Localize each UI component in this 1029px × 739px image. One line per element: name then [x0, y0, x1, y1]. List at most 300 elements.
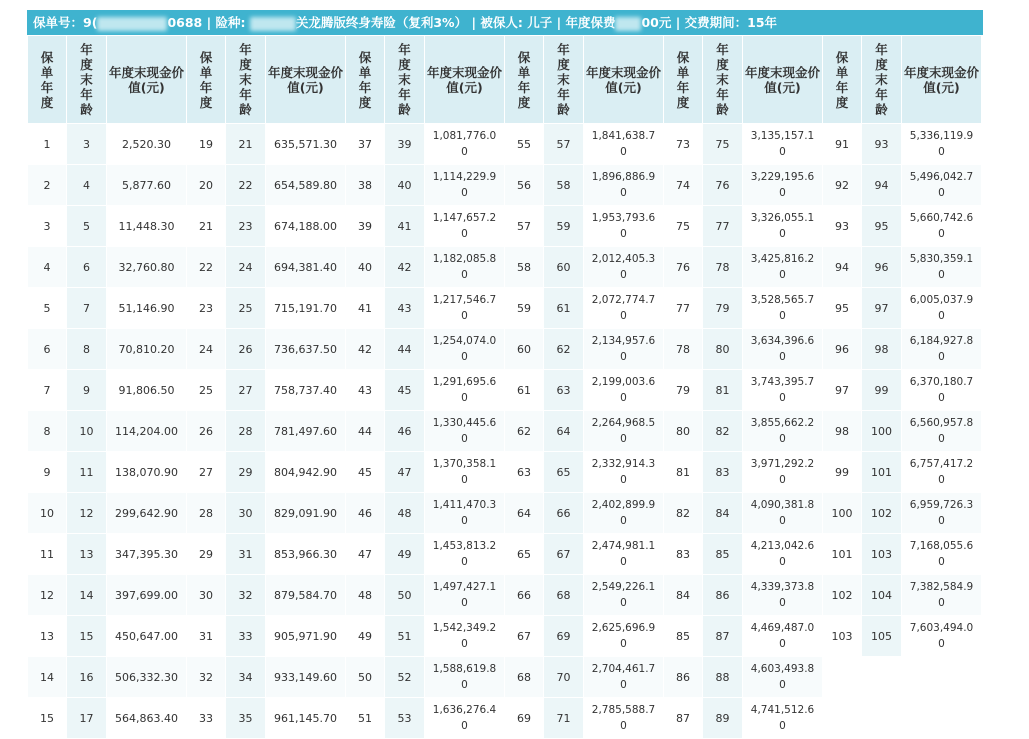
policy-year-cell: 87 [664, 698, 703, 739]
policy-year-cell: 22 [187, 247, 226, 288]
cash-value-cell: 715,191.70 [266, 288, 346, 329]
redacted-policy-number [97, 17, 167, 31]
policy-year-cell: 6 [28, 329, 67, 370]
cash-value-cell: 1,147,657.20 [425, 206, 505, 247]
policy-year-cell: 21 [187, 206, 226, 247]
policy-number-label: 保单号： [33, 15, 84, 30]
age-cell: 75 [703, 124, 743, 165]
age-cell: 65 [544, 452, 584, 493]
cash-value-cell: 1,953,793.60 [584, 206, 664, 247]
cash-value-cell: 70,810.20 [107, 329, 187, 370]
age-cell: 68 [544, 575, 584, 616]
age-cell: 23 [226, 206, 266, 247]
policy-year-cell: 62 [505, 411, 544, 452]
cash-value-cell: 6,370,180.70 [902, 370, 982, 411]
cash-value-table [27, 35, 982, 739]
age-cell: 29 [226, 452, 266, 493]
cash-value-cell: 450,647.00 [107, 616, 187, 657]
policy-year-cell: 81 [664, 452, 703, 493]
age-cell: 15 [67, 616, 107, 657]
policy-year-cell: 29 [187, 534, 226, 575]
cash-value-cell: 51,146.90 [107, 288, 187, 329]
policy-year-cell: 79 [664, 370, 703, 411]
policy-year-cell: 63 [505, 452, 544, 493]
policy-year-cell: 76 [664, 247, 703, 288]
cash-value-cell: 3,229,195.60 [743, 165, 823, 206]
header-age: 年度末年龄 [862, 36, 902, 124]
policy-year-cell: 44 [346, 411, 385, 452]
age-cell: 25 [226, 288, 266, 329]
cash-value-cell: 5,830,359.10 [902, 247, 982, 288]
cash-value-cell: 694,381.40 [266, 247, 346, 288]
policy-year-cell: 68 [505, 657, 544, 698]
age-cell: 80 [703, 329, 743, 370]
cash-value-cell [902, 698, 982, 739]
cash-value-cell: 1,291,695.60 [425, 370, 505, 411]
cash-value-cell: 853,966.30 [266, 534, 346, 575]
age-cell: 39 [385, 124, 425, 165]
age-cell: 32 [226, 575, 266, 616]
policy-year-cell: 12 [28, 575, 67, 616]
header-age: 年度末年龄 [67, 36, 107, 124]
cash-value-cell: 91,806.50 [107, 370, 187, 411]
age-cell: 61 [544, 288, 584, 329]
age-cell: 53 [385, 698, 425, 739]
payment-period: | 交费期间：15年 [671, 15, 778, 30]
policy-number-prefix: 9( [83, 15, 98, 30]
age-cell: 88 [703, 657, 743, 698]
policy-year-cell: 4 [28, 247, 67, 288]
table-row [28, 124, 982, 165]
policy-year-cell: 47 [346, 534, 385, 575]
header-cash-value: 年度末现金价值(元) [266, 36, 346, 124]
header-age: 年度末年龄 [703, 36, 743, 124]
policy-info-bar [27, 10, 983, 35]
policy-year-cell: 75 [664, 206, 703, 247]
policy-year-cell: 37 [346, 124, 385, 165]
age-cell: 86 [703, 575, 743, 616]
age-cell: 93 [862, 124, 902, 165]
policy-year-cell: 33 [187, 698, 226, 739]
cash-value-cell: 4,339,373.80 [743, 575, 823, 616]
cash-value-cell: 7,168,055.60 [902, 534, 982, 575]
age-cell: 14 [67, 575, 107, 616]
table-row [28, 698, 982, 739]
age-cell: 8 [67, 329, 107, 370]
cash-value-cell: 3,425,816.20 [743, 247, 823, 288]
age-cell: 16 [67, 657, 107, 698]
cash-value-cell: 2,012,405.30 [584, 247, 664, 288]
age-cell: 46 [385, 411, 425, 452]
policy-year-cell: 95 [823, 288, 862, 329]
age-cell: 40 [385, 165, 425, 206]
cash-value-cell: 829,091.90 [266, 493, 346, 534]
policy-year-cell: 20 [187, 165, 226, 206]
header-policy-year: 保单年度 [346, 36, 385, 124]
age-cell: 63 [544, 370, 584, 411]
table-row [28, 329, 982, 370]
policy-year-cell: 5 [28, 288, 67, 329]
cash-value-cell: 3,971,292.20 [743, 452, 823, 493]
policy-year-cell: 3 [28, 206, 67, 247]
policy-year-cell: 11 [28, 534, 67, 575]
cash-value-cell: 2,625,696.90 [584, 616, 664, 657]
header-policy-year: 保单年度 [187, 36, 226, 124]
header-cash-value: 年度末现金价值(元) [425, 36, 505, 124]
policy-year-cell: 42 [346, 329, 385, 370]
age-cell: 17 [67, 698, 107, 739]
age-cell: 26 [226, 329, 266, 370]
policy-year-cell: 59 [505, 288, 544, 329]
age-cell: 27 [226, 370, 266, 411]
age-cell: 24 [226, 247, 266, 288]
age-cell: 44 [385, 329, 425, 370]
cash-value-cell: 1,217,546.70 [425, 288, 505, 329]
policy-number-suffix: 0688 [167, 15, 203, 30]
cash-value-cell: 1,588,619.80 [425, 657, 505, 698]
age-cell: 76 [703, 165, 743, 206]
age-cell: 52 [385, 657, 425, 698]
policy-year-cell: 82 [664, 493, 703, 534]
age-cell: 28 [226, 411, 266, 452]
age-cell: 43 [385, 288, 425, 329]
cash-value-cell: 4,603,493.80 [743, 657, 823, 698]
policy-year-cell: 84 [664, 575, 703, 616]
age-cell: 82 [703, 411, 743, 452]
policy-year-cell: 66 [505, 575, 544, 616]
cash-value-cell: 1,081,776.00 [425, 124, 505, 165]
policy-year-cell: 49 [346, 616, 385, 657]
age-cell: 94 [862, 165, 902, 206]
policy-year-cell: 92 [823, 165, 862, 206]
age-cell: 89 [703, 698, 743, 739]
cash-value-cell: 2,402,899.90 [584, 493, 664, 534]
cash-value-cell: 1,841,638.70 [584, 124, 664, 165]
policy-year-cell: 99 [823, 452, 862, 493]
policy-year-cell: 74 [664, 165, 703, 206]
policy-year-cell: 40 [346, 247, 385, 288]
table-row [28, 657, 982, 698]
age-cell: 45 [385, 370, 425, 411]
policy-year-cell: 1 [28, 124, 67, 165]
policy-year-cell: 96 [823, 329, 862, 370]
age-cell: 83 [703, 452, 743, 493]
policy-year-cell: 27 [187, 452, 226, 493]
age-cell: 69 [544, 616, 584, 657]
header-policy-year: 保单年度 [505, 36, 544, 124]
age-cell: 7 [67, 288, 107, 329]
age-cell: 6 [67, 247, 107, 288]
cash-value-cell: 11,448.30 [107, 206, 187, 247]
age-cell: 98 [862, 329, 902, 370]
cash-value-cell: 804,942.90 [266, 452, 346, 493]
age-cell: 3 [67, 124, 107, 165]
cash-value-cell: 736,637.50 [266, 329, 346, 370]
age-cell: 100 [862, 411, 902, 452]
policy-year-cell: 25 [187, 370, 226, 411]
age-cell: 30 [226, 493, 266, 534]
policy-year-cell: 28 [187, 493, 226, 534]
header-policy-year: 保单年度 [823, 36, 862, 124]
cash-value-cell: 6,005,037.90 [902, 288, 982, 329]
age-cell: 5 [67, 206, 107, 247]
age-cell: 102 [862, 493, 902, 534]
policy-year-cell: 103 [823, 616, 862, 657]
age-cell: 62 [544, 329, 584, 370]
age-cell: 47 [385, 452, 425, 493]
policy-year-cell: 67 [505, 616, 544, 657]
table-row [28, 206, 982, 247]
cash-value-cell: 1,114,229.90 [425, 165, 505, 206]
age-cell: 64 [544, 411, 584, 452]
cash-value-cell: 879,584.70 [266, 575, 346, 616]
policy-year-cell: 64 [505, 493, 544, 534]
redacted-premium [615, 17, 641, 31]
policy-year-cell: 98 [823, 411, 862, 452]
cash-value-cell: 3,326,055.10 [743, 206, 823, 247]
cash-value-cell: 4,090,381.80 [743, 493, 823, 534]
cash-value-cell: 758,737.40 [266, 370, 346, 411]
cash-value-cell: 1,542,349.20 [425, 616, 505, 657]
age-cell: 9 [67, 370, 107, 411]
cash-value-cell: 564,863.40 [107, 698, 187, 739]
cash-value-cell: 1,453,813.20 [425, 534, 505, 575]
policy-year-cell: 58 [505, 247, 544, 288]
cash-value-cell: 4,469,487.00 [743, 616, 823, 657]
policy-year-cell: 51 [346, 698, 385, 739]
age-cell: 11 [67, 452, 107, 493]
age-cell: 77 [703, 206, 743, 247]
age-cell: 57 [544, 124, 584, 165]
age-cell: 96 [862, 247, 902, 288]
cash-value-cell: 4,213,042.60 [743, 534, 823, 575]
table-row [28, 370, 982, 411]
age-cell: 66 [544, 493, 584, 534]
cash-value-cell: 961,145.70 [266, 698, 346, 739]
table-row [28, 247, 982, 288]
table-row [28, 616, 982, 657]
cash-value-cell: 1,182,085.80 [425, 247, 505, 288]
policy-year-cell: 8 [28, 411, 67, 452]
age-cell: 81 [703, 370, 743, 411]
policy-year-cell: 65 [505, 534, 544, 575]
cash-value-cell: 2,704,461.70 [584, 657, 664, 698]
age-cell: 10 [67, 411, 107, 452]
cash-value-cell [902, 657, 982, 698]
age-cell: 60 [544, 247, 584, 288]
cash-value-cell: 1,254,074.00 [425, 329, 505, 370]
policy-year-cell: 26 [187, 411, 226, 452]
age-cell: 48 [385, 493, 425, 534]
table-row [28, 575, 982, 616]
cash-value-cell: 138,070.90 [107, 452, 187, 493]
policy-year-cell: 46 [346, 493, 385, 534]
cash-value-cell: 5,877.60 [107, 165, 187, 206]
table-row [28, 165, 982, 206]
page-title-cut [0, 0, 1029, 9]
age-cell [862, 657, 902, 698]
table-row [28, 411, 982, 452]
policy-year-cell: 43 [346, 370, 385, 411]
cash-value-cell: 5,660,742.60 [902, 206, 982, 247]
policy-year-cell: 2 [28, 165, 67, 206]
header-age: 年度末年龄 [544, 36, 584, 124]
age-cell: 34 [226, 657, 266, 698]
policy-year-cell: 15 [28, 698, 67, 739]
table-row [28, 452, 982, 493]
cash-value-cell: 6,560,957.80 [902, 411, 982, 452]
cash-value-cell: 7,382,584.90 [902, 575, 982, 616]
cash-value-cell: 32,760.80 [107, 247, 187, 288]
age-cell: 84 [703, 493, 743, 534]
policy-year-cell: 77 [664, 288, 703, 329]
cash-value-cell: 1,497,427.10 [425, 575, 505, 616]
cash-value-cell: 3,855,662.20 [743, 411, 823, 452]
header-policy-year: 保单年度 [28, 36, 67, 124]
redacted-product-prefix [250, 17, 296, 31]
age-cell: 42 [385, 247, 425, 288]
header-cash-value: 年度末现金价值(元) [743, 36, 823, 124]
cash-value-cell: 5,336,119.90 [902, 124, 982, 165]
age-cell: 105 [862, 616, 902, 657]
policy-year-cell: 78 [664, 329, 703, 370]
age-cell: 58 [544, 165, 584, 206]
policy-year-cell: 13 [28, 616, 67, 657]
policy-year-cell: 91 [823, 124, 862, 165]
age-cell: 70 [544, 657, 584, 698]
policy-year-cell: 69 [505, 698, 544, 739]
policy-year-cell: 45 [346, 452, 385, 493]
cash-value-cell: 905,971.90 [266, 616, 346, 657]
age-cell: 35 [226, 698, 266, 739]
policy-year-cell: 61 [505, 370, 544, 411]
header-policy-year: 保单年度 [664, 36, 703, 124]
age-cell: 12 [67, 493, 107, 534]
cash-value-cell: 2,474,981.10 [584, 534, 664, 575]
table-row [28, 288, 982, 329]
cash-value-cell: 3,528,565.70 [743, 288, 823, 329]
product-label: | 险种: [202, 15, 250, 30]
table-row [28, 493, 982, 534]
age-cell: 21 [226, 124, 266, 165]
header-age: 年度末年龄 [226, 36, 266, 124]
policy-year-cell: 86 [664, 657, 703, 698]
cash-value-cell: 933,149.60 [266, 657, 346, 698]
age-cell: 95 [862, 206, 902, 247]
cash-value-cell: 674,188.00 [266, 206, 346, 247]
cash-value-cell: 2,072,774.70 [584, 288, 664, 329]
header-age: 年度末年龄 [385, 36, 425, 124]
age-cell: 49 [385, 534, 425, 575]
policy-year-cell: 39 [346, 206, 385, 247]
age-cell: 78 [703, 247, 743, 288]
policy-year-cell: 38 [346, 165, 385, 206]
policy-year-cell: 94 [823, 247, 862, 288]
cash-value-cell: 2,264,968.50 [584, 411, 664, 452]
policy-year-cell [823, 657, 862, 698]
cash-value-cell: 2,134,957.60 [584, 329, 664, 370]
policy-year-cell: 10 [28, 493, 67, 534]
cash-value-cell: 2,332,914.30 [584, 452, 664, 493]
cash-value-cell: 6,959,726.30 [902, 493, 982, 534]
cash-value-cell: 3,135,157.10 [743, 124, 823, 165]
policy-year-cell: 32 [187, 657, 226, 698]
age-cell: 51 [385, 616, 425, 657]
age-cell: 104 [862, 575, 902, 616]
policy-year-cell [823, 698, 862, 739]
age-cell [862, 698, 902, 739]
cash-value-cell: 1,411,470.30 [425, 493, 505, 534]
policy-year-cell: 19 [187, 124, 226, 165]
age-cell: 87 [703, 616, 743, 657]
cash-value-cell: 2,520.30 [107, 124, 187, 165]
header-cash-value: 年度末现金价值(元) [107, 36, 187, 124]
insured-info: | 被保人: 儿子 | 年度保费 [467, 15, 616, 30]
cash-value-cell: 7,603,494.00 [902, 616, 982, 657]
age-cell: 13 [67, 534, 107, 575]
table-header-row [28, 36, 982, 124]
cash-value-cell: 6,184,927.80 [902, 329, 982, 370]
cash-value-cell: 347,395.30 [107, 534, 187, 575]
cash-value-cell: 1,636,276.40 [425, 698, 505, 739]
age-cell: 85 [703, 534, 743, 575]
policy-year-cell: 7 [28, 370, 67, 411]
age-cell: 67 [544, 534, 584, 575]
cash-value-cell: 3,634,396.60 [743, 329, 823, 370]
policy-year-cell: 50 [346, 657, 385, 698]
policy-year-cell: 31 [187, 616, 226, 657]
cash-value-cell: 5,496,042.70 [902, 165, 982, 206]
age-cell: 4 [67, 165, 107, 206]
premium-suffix: 00元 [641, 15, 672, 30]
age-cell: 50 [385, 575, 425, 616]
table-row [28, 534, 982, 575]
policy-year-cell: 30 [187, 575, 226, 616]
age-cell: 71 [544, 698, 584, 739]
age-cell: 31 [226, 534, 266, 575]
cash-value-cell: 397,699.00 [107, 575, 187, 616]
policy-year-cell: 56 [505, 165, 544, 206]
policy-year-cell: 83 [664, 534, 703, 575]
age-cell: 41 [385, 206, 425, 247]
cash-value-cell: 2,199,003.60 [584, 370, 664, 411]
cash-value-cell: 1,330,445.60 [425, 411, 505, 452]
policy-year-cell: 23 [187, 288, 226, 329]
product-name: 关龙腾版终身寿险（复利3%） [295, 15, 468, 30]
cash-value-cell: 1,896,886.90 [584, 165, 664, 206]
policy-year-cell: 80 [664, 411, 703, 452]
policy-year-cell: 100 [823, 493, 862, 534]
cash-value-cell: 6,757,417.20 [902, 452, 982, 493]
policy-year-cell: 73 [664, 124, 703, 165]
age-cell: 103 [862, 534, 902, 575]
policy-year-cell: 102 [823, 575, 862, 616]
age-cell: 22 [226, 165, 266, 206]
policy-year-cell: 9 [28, 452, 67, 493]
age-cell: 97 [862, 288, 902, 329]
cash-value-cell: 4,741,512.60 [743, 698, 823, 739]
policy-year-cell: 55 [505, 124, 544, 165]
policy-year-cell: 57 [505, 206, 544, 247]
cash-value-cell: 781,497.60 [266, 411, 346, 452]
age-cell: 33 [226, 616, 266, 657]
policy-year-cell: 97 [823, 370, 862, 411]
policy-year-cell: 60 [505, 329, 544, 370]
cash-value-cell: 299,642.90 [107, 493, 187, 534]
policy-year-cell: 101 [823, 534, 862, 575]
policy-year-cell: 24 [187, 329, 226, 370]
policy-year-cell: 41 [346, 288, 385, 329]
